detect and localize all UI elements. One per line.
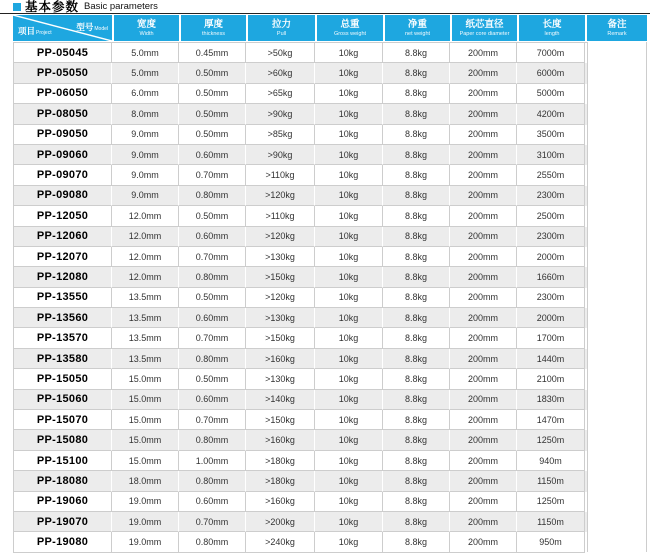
value-cell: 10kg	[315, 390, 383, 410]
value-cell: 0.80mm	[179, 471, 246, 491]
column-header-en: net weight	[404, 30, 431, 37]
header-model-cn: 型号	[76, 22, 94, 32]
value-cell: 200mm	[450, 104, 517, 124]
value-cell: 1700m	[517, 328, 585, 348]
value-cell: 8.8kg	[383, 430, 450, 450]
value-cell: 15.0mm	[112, 369, 179, 389]
value-cell: 10kg	[315, 267, 383, 287]
model-cell: PP-19070	[13, 512, 112, 532]
column-header-cn: 长度	[542, 18, 562, 30]
table-row	[13, 410, 647, 430]
value-cell: 0.50mm	[179, 104, 246, 124]
value-cell: 6.0mm	[112, 84, 179, 104]
model-cell: PP-13580	[13, 349, 112, 369]
value-cell: >150kg	[246, 267, 315, 287]
value-cell: 2000m	[517, 308, 585, 328]
table-header-row	[13, 15, 647, 41]
value-cell: 8.8kg	[383, 492, 450, 512]
value-cell: 0.70mm	[179, 328, 246, 348]
value-cell: 8.8kg	[383, 63, 450, 83]
table-row	[13, 532, 647, 552]
model-cell: PP-12070	[13, 247, 112, 267]
value-cell: 200mm	[450, 247, 517, 267]
value-cell: 0.45mm	[179, 43, 246, 63]
value-cell: 19.0mm	[112, 512, 179, 532]
value-cell: 200mm	[450, 145, 517, 165]
value-cell: 0.50mm	[179, 206, 246, 226]
value-cell: 10kg	[315, 288, 383, 308]
value-cell: 8.8kg	[383, 512, 450, 532]
table-row	[13, 308, 647, 328]
value-cell: 9.0mm	[112, 145, 179, 165]
table-row	[13, 84, 647, 104]
model-cell: PP-09050	[13, 125, 112, 145]
value-cell: 2300m	[517, 186, 585, 206]
column-header-cn: 拉力	[271, 18, 291, 30]
value-cell: 200mm	[450, 328, 517, 348]
value-cell: 3100m	[517, 145, 585, 165]
table-row	[13, 288, 647, 308]
value-cell: 10kg	[315, 63, 383, 83]
column-header-en: Paper core diameter	[459, 30, 510, 37]
value-cell: >110kg	[246, 165, 315, 185]
value-cell: 200mm	[450, 165, 517, 185]
value-cell: 0.60mm	[179, 145, 246, 165]
model-cell: PP-13560	[13, 308, 112, 328]
model-cell: PP-09060	[13, 145, 112, 165]
table-row	[13, 247, 647, 267]
header-model-en: Model	[94, 26, 108, 32]
remark-column-empty	[587, 42, 647, 552]
value-cell: 0.80mm	[179, 532, 246, 552]
value-cell: 0.50mm	[179, 63, 246, 83]
value-cell: 0.60mm	[179, 227, 246, 247]
value-cell: 200mm	[450, 84, 517, 104]
value-cell: 10kg	[315, 247, 383, 267]
value-cell: 10kg	[315, 165, 383, 185]
value-cell: 3500m	[517, 125, 585, 145]
value-cell: 200mm	[450, 349, 517, 369]
model-cell: PP-15050	[13, 369, 112, 389]
value-cell: 200mm	[450, 492, 517, 512]
model-cell: PP-13550	[13, 288, 112, 308]
value-cell: 200mm	[450, 186, 517, 206]
value-cell: 0.80mm	[179, 430, 246, 450]
value-cell: 8.8kg	[383, 165, 450, 185]
value-cell: >200kg	[246, 512, 315, 532]
model-cell: PP-15060	[13, 390, 112, 410]
table-row	[13, 206, 647, 226]
value-cell: 8.8kg	[383, 369, 450, 389]
column-header-en: Width	[139, 30, 154, 37]
value-cell: 940m	[517, 451, 585, 471]
model-cell: PP-19060	[13, 492, 112, 512]
value-cell: 8.8kg	[383, 84, 450, 104]
value-cell: 10kg	[315, 492, 383, 512]
header-project-label	[18, 21, 52, 39]
value-cell: 10kg	[315, 125, 383, 145]
value-cell: 200mm	[450, 125, 517, 145]
model-cell: PP-12050	[13, 206, 112, 226]
value-cell: 200mm	[450, 43, 517, 63]
title-square-icon	[13, 3, 21, 11]
value-cell: 950m	[517, 532, 585, 552]
value-cell: >65kg	[246, 84, 315, 104]
table-row	[13, 145, 647, 165]
table-row	[13, 43, 647, 63]
value-cell: 8.8kg	[383, 390, 450, 410]
value-cell: >150kg	[246, 410, 315, 430]
value-cell: 9.0mm	[112, 165, 179, 185]
value-cell: 10kg	[315, 308, 383, 328]
value-cell: 10kg	[315, 43, 383, 63]
column-header-en: Pull	[276, 30, 287, 37]
model-cell: PP-08050	[13, 104, 112, 124]
value-cell: 10kg	[315, 206, 383, 226]
value-cell: >160kg	[246, 430, 315, 450]
value-cell: 4200m	[517, 104, 585, 124]
model-cell: PP-18080	[13, 471, 112, 491]
value-cell: 8.8kg	[383, 247, 450, 267]
value-cell: 1660m	[517, 267, 585, 287]
value-cell: 8.8kg	[383, 43, 450, 63]
value-cell: 200mm	[450, 471, 517, 491]
value-cell: 0.70mm	[179, 410, 246, 430]
section-title-bar	[0, 0, 650, 14]
value-cell: 0.60mm	[179, 492, 246, 512]
value-cell: 19.0mm	[112, 532, 179, 552]
value-cell: >120kg	[246, 288, 315, 308]
value-cell: >60kg	[246, 63, 315, 83]
column-header-width	[114, 15, 179, 41]
model-cell: PP-05050	[13, 63, 112, 83]
table-row	[13, 125, 647, 145]
value-cell: 8.8kg	[383, 328, 450, 348]
value-cell: >120kg	[246, 227, 315, 247]
value-cell: 1470m	[517, 410, 585, 430]
column-header-net-weight	[385, 15, 450, 41]
value-cell: 10kg	[315, 410, 383, 430]
value-cell: >130kg	[246, 308, 315, 328]
value-cell: 13.5mm	[112, 288, 179, 308]
value-cell: 13.5mm	[112, 308, 179, 328]
value-cell: 8.8kg	[383, 145, 450, 165]
value-cell: 1150m	[517, 471, 585, 491]
value-cell: 13.5mm	[112, 328, 179, 348]
value-cell: >130kg	[246, 247, 315, 267]
value-cell: >160kg	[246, 349, 315, 369]
column-header-en: Remark	[607, 30, 627, 37]
model-cell: PP-12080	[13, 267, 112, 287]
value-cell: 10kg	[315, 84, 383, 104]
value-cell: 2500m	[517, 206, 585, 226]
value-cell: 8.8kg	[383, 288, 450, 308]
value-cell: >90kg	[246, 104, 315, 124]
value-cell: 0.70mm	[179, 165, 246, 185]
value-cell: 1830m	[517, 390, 585, 410]
column-header-en: Gross weight	[333, 30, 367, 37]
column-header-thickness	[181, 15, 246, 41]
value-cell: 200mm	[450, 369, 517, 389]
model-cell: PP-09070	[13, 165, 112, 185]
table-row	[13, 104, 647, 124]
model-cell: PP-15070	[13, 410, 112, 430]
column-header-en: thickness	[202, 30, 225, 37]
value-cell: 10kg	[315, 471, 383, 491]
value-cell: 0.80mm	[179, 349, 246, 369]
column-header-project-model	[13, 15, 112, 41]
table-row	[13, 349, 647, 369]
value-cell: 1250m	[517, 492, 585, 512]
value-cell: 8.8kg	[383, 267, 450, 287]
value-cell: 8.8kg	[383, 104, 450, 124]
value-cell: 0.70mm	[179, 512, 246, 532]
value-cell: 200mm	[450, 267, 517, 287]
table-row	[13, 328, 647, 348]
table-row	[13, 369, 647, 389]
table-row	[13, 430, 647, 450]
value-cell: 0.80mm	[179, 186, 246, 206]
value-cell: 15.0mm	[112, 410, 179, 430]
model-cell: PP-13570	[13, 328, 112, 348]
value-cell: 1.00mm	[179, 451, 246, 471]
column-header-cn: 备注	[607, 18, 627, 30]
value-cell: 0.50mm	[179, 369, 246, 389]
value-cell: 12.0mm	[112, 206, 179, 226]
value-cell: 0.50mm	[179, 84, 246, 104]
value-cell: 10kg	[315, 532, 383, 552]
value-cell: 5.0mm	[112, 43, 179, 63]
value-cell: 200mm	[450, 288, 517, 308]
value-cell: >50kg	[246, 43, 315, 63]
value-cell: 10kg	[315, 451, 383, 471]
model-cell: PP-06050	[13, 84, 112, 104]
column-header-gross-weight	[317, 15, 383, 41]
value-cell: 10kg	[315, 104, 383, 124]
value-cell: >240kg	[246, 532, 315, 552]
value-cell: 200mm	[450, 430, 517, 450]
value-cell: 2100m	[517, 369, 585, 389]
value-cell: 200mm	[450, 308, 517, 328]
value-cell: 8.8kg	[383, 206, 450, 226]
value-cell: 13.5mm	[112, 349, 179, 369]
column-header-paper-core-diameter	[452, 15, 517, 41]
value-cell: 10kg	[315, 186, 383, 206]
model-cell: PP-05045	[13, 43, 112, 63]
value-cell: 0.80mm	[179, 267, 246, 287]
value-cell: 8.8kg	[383, 186, 450, 206]
value-cell: 10kg	[315, 227, 383, 247]
column-header-cn: 净重	[407, 18, 427, 30]
table-row	[13, 267, 647, 287]
value-cell: >130kg	[246, 369, 315, 389]
value-cell: 12.0mm	[112, 267, 179, 287]
value-cell: 7000m	[517, 43, 585, 63]
value-cell: 8.8kg	[383, 349, 450, 369]
header-model-label	[76, 17, 108, 35]
value-cell: 200mm	[450, 63, 517, 83]
column-header-cn: 总重	[340, 18, 360, 30]
value-cell: 1440m	[517, 349, 585, 369]
value-cell: 2550m	[517, 165, 585, 185]
value-cell: >140kg	[246, 390, 315, 410]
table-row	[13, 63, 647, 83]
value-cell: 6000m	[517, 63, 585, 83]
value-cell: >180kg	[246, 451, 315, 471]
basic-parameters-table	[13, 15, 647, 552]
value-cell: 15.0mm	[112, 390, 179, 410]
value-cell: 18.0mm	[112, 471, 179, 491]
column-header-cn: 纸芯直径	[465, 18, 504, 30]
table-row	[13, 390, 647, 410]
header-project-en: Project	[36, 30, 52, 36]
value-cell: 2300m	[517, 227, 585, 247]
value-cell: 2000m	[517, 247, 585, 267]
value-cell: 9.0mm	[112, 125, 179, 145]
value-cell: 10kg	[315, 145, 383, 165]
table-row	[13, 492, 647, 512]
value-cell: 15.0mm	[112, 451, 179, 471]
value-cell: 8.8kg	[383, 227, 450, 247]
value-cell: 0.60mm	[179, 308, 246, 328]
value-cell: 9.0mm	[112, 186, 179, 206]
column-header-cn: 厚度	[203, 18, 223, 30]
value-cell: >160kg	[246, 492, 315, 512]
value-cell: 5.0mm	[112, 63, 179, 83]
column-header-length	[519, 15, 585, 41]
table-body	[13, 42, 647, 553]
table-row	[13, 512, 647, 532]
value-cell: >180kg	[246, 471, 315, 491]
table-row	[13, 165, 647, 185]
value-cell: 200mm	[450, 451, 517, 471]
value-cell: 200mm	[450, 206, 517, 226]
model-cell: PP-19080	[13, 532, 112, 552]
value-cell: 19.0mm	[112, 492, 179, 512]
value-cell: 12.0mm	[112, 247, 179, 267]
value-cell: 1150m	[517, 512, 585, 532]
value-cell: 10kg	[315, 512, 383, 532]
model-cell: PP-15080	[13, 430, 112, 450]
value-cell: 0.70mm	[179, 247, 246, 267]
model-cell: PP-12060	[13, 227, 112, 247]
column-header-pull	[248, 15, 315, 41]
value-cell: 8.0mm	[112, 104, 179, 124]
column-header-en: length	[544, 30, 560, 37]
value-cell: 12.0mm	[112, 227, 179, 247]
value-cell: 8.8kg	[383, 532, 450, 552]
table-row	[13, 227, 647, 247]
value-cell: 10kg	[315, 369, 383, 389]
value-cell: >120kg	[246, 186, 315, 206]
value-cell: 10kg	[315, 328, 383, 348]
value-cell: >90kg	[246, 145, 315, 165]
model-cell: PP-09080	[13, 186, 112, 206]
value-cell: >150kg	[246, 328, 315, 348]
value-cell: 2300m	[517, 288, 585, 308]
value-cell: 200mm	[450, 390, 517, 410]
value-cell: >110kg	[246, 206, 315, 226]
table-row	[13, 471, 647, 491]
value-cell: 8.8kg	[383, 410, 450, 430]
value-cell: 0.60mm	[179, 390, 246, 410]
section-title-en: Basic parameters	[84, 0, 158, 12]
section-title-cn: 基本参数	[25, 0, 80, 14]
table-row	[13, 451, 647, 471]
value-cell: 5000m	[517, 84, 585, 104]
column-header-remark	[587, 15, 647, 41]
table-row	[13, 186, 647, 206]
value-cell: 8.8kg	[383, 471, 450, 491]
value-cell: >85kg	[246, 125, 315, 145]
header-project-cn: 项目	[18, 26, 36, 36]
model-cell: PP-15100	[13, 451, 112, 471]
value-cell: 8.8kg	[383, 308, 450, 328]
value-cell: 8.8kg	[383, 125, 450, 145]
value-cell: 10kg	[315, 430, 383, 450]
value-cell: 0.50mm	[179, 125, 246, 145]
value-cell: 10kg	[315, 349, 383, 369]
value-cell: 15.0mm	[112, 430, 179, 450]
value-cell: 8.8kg	[383, 451, 450, 471]
column-header-cn: 宽度	[136, 18, 156, 30]
value-cell: 0.50mm	[179, 288, 246, 308]
value-cell: 200mm	[450, 410, 517, 430]
value-cell: 200mm	[450, 227, 517, 247]
value-cell: 1250m	[517, 430, 585, 450]
value-cell: 200mm	[450, 512, 517, 532]
value-cell: 200mm	[450, 532, 517, 552]
